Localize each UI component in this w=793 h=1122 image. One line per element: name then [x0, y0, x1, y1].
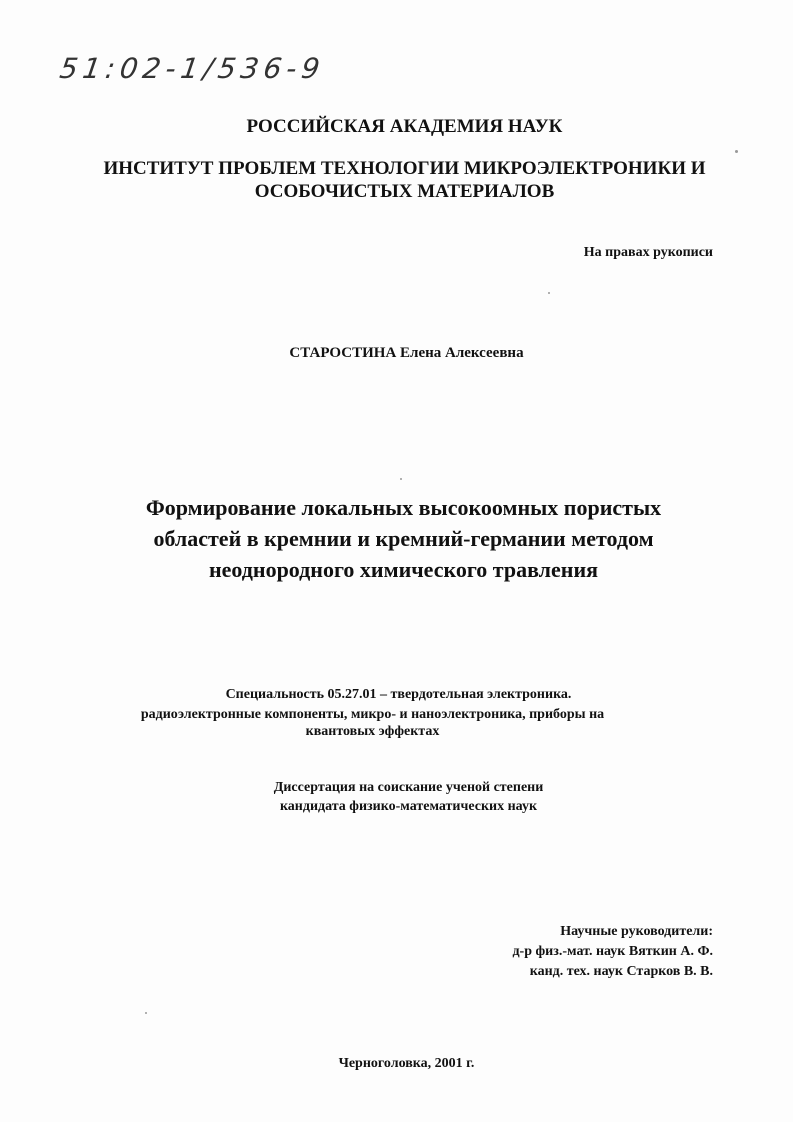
scan-speck — [145, 1012, 147, 1014]
supervisors-heading: Научные руководители: — [560, 924, 713, 939]
institute-name-line-2: ОСОБОЧИСТЫХ МАТЕРИАЛОВ — [254, 181, 555, 202]
title-line-3: неоднородного химического травления — [208, 557, 599, 582]
rights-note: На правах рукописи — [583, 245, 713, 260]
title-line-1: Формирование локальных высокоомных пористых — [145, 495, 662, 520]
city-year: Черноголовка, 2001 г. — [338, 1056, 475, 1071]
dissertation-line-1: Диссертация на соискание ученой степени — [273, 780, 544, 795]
supervisor-2: канд. тех. наук Старков В. В. — [529, 964, 713, 979]
specialty-line-1: Специальность 05.27.01 – твердотельная электроника. — [225, 687, 572, 702]
dissertation-line-2: кандидата физико-математических наук — [279, 799, 538, 814]
scan-speck — [400, 478, 402, 480]
academy-name: РОССИЙСКАЯ АКАДЕМИЯ НАУК — [246, 116, 563, 137]
institute-name-line-1: ИНСТИТУТ ПРОБЛЕМ ТЕХНОЛОГИИ МИКРОЭЛЕКТРОНИКИ И — [103, 158, 706, 179]
scan-speck — [548, 292, 550, 294]
specialty-line-2: радиоэлектронные компоненты, микро- и наноэлектроника, приборы на — [140, 707, 605, 722]
scan-speck — [735, 150, 738, 153]
supervisor-1: д-р физ.-мат. наук Вяткин А. Ф. — [512, 944, 713, 959]
author-name: СТАРОСТИНА Елена Алексеевна — [289, 345, 524, 361]
specialty-line-3: квантовых эффектах — [305, 724, 440, 739]
title-line-2: областей в кремнии и кремний-германии методом — [153, 526, 654, 551]
handwritten-code: 51:02-1/536-9 — [57, 52, 327, 85]
